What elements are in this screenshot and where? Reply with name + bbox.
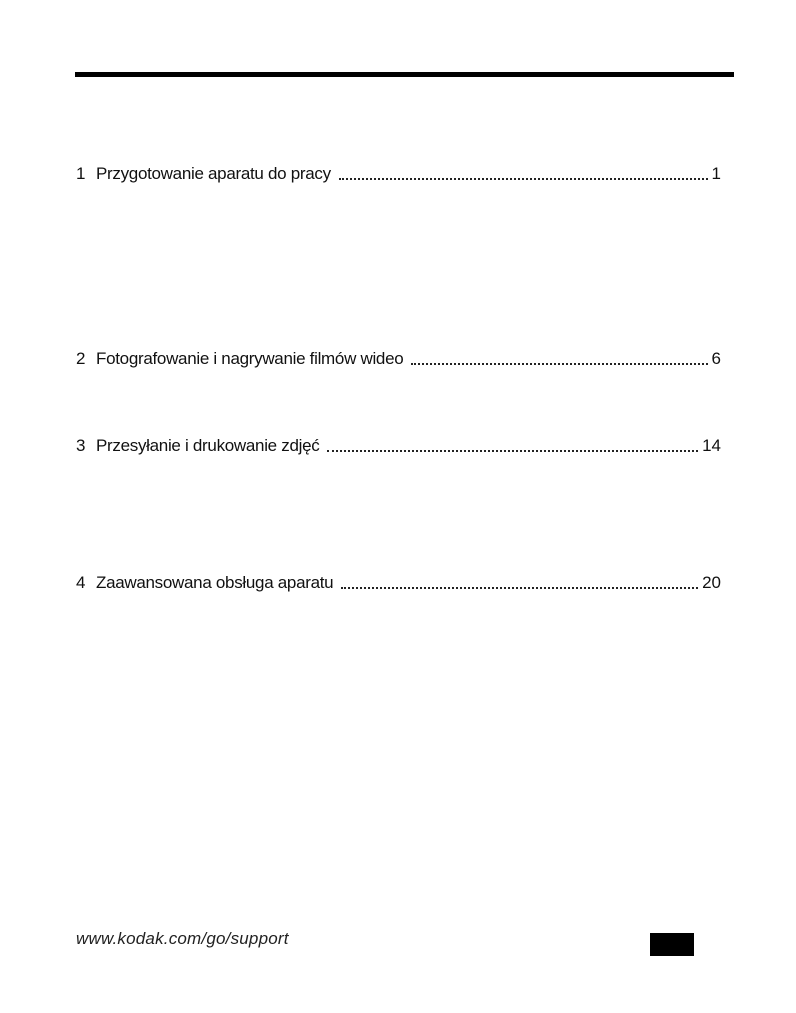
toc-entry-page[interactable]: 6 — [711, 349, 721, 368]
dot-leader — [411, 363, 707, 365]
toc-entry-page[interactable]: 20 — [702, 573, 721, 592]
toc-entry-number: 4 — [76, 573, 86, 592]
toc-entry-2[interactable] — [76, 348, 721, 370]
toc-entry-1[interactable] — [76, 163, 721, 185]
footer-url[interactable]: www.kodak.com/go/support — [76, 929, 289, 948]
page-number-box — [650, 933, 694, 956]
toc-entry-title[interactable]: Zaawansowana obsługa aparatu — [96, 573, 334, 592]
toc-entry-page[interactable]: 1 — [711, 164, 721, 183]
toc-entry-title[interactable]: Fotografowanie i nagrywanie filmów wideo — [96, 349, 404, 368]
dot-leader — [341, 587, 698, 589]
toc-entry-4[interactable] — [76, 572, 721, 594]
toc-entry-number: 2 — [76, 349, 86, 368]
top-rule — [75, 72, 734, 77]
toc-entry-page[interactable]: 14 — [702, 436, 721, 455]
dot-leader — [339, 178, 708, 180]
toc-entry-3[interactable] — [76, 435, 721, 457]
toc-entry-number: 3 — [76, 436, 86, 455]
toc-entry-title[interactable]: Przygotowanie aparatu do pracy — [96, 164, 331, 183]
toc-entry-number: 1 — [76, 164, 86, 183]
toc-entry-title[interactable]: Przesyłanie i drukowanie zdjęć — [96, 436, 320, 455]
dot-leader — [327, 450, 698, 452]
